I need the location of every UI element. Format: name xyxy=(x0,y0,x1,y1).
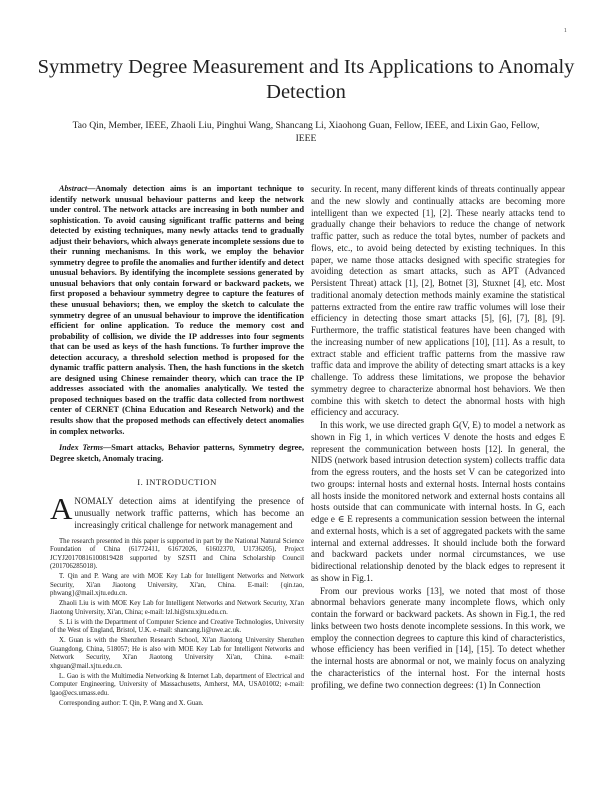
footnote-liu: Zhaoli Liu is with MOE Key Lab for Intelligent Networks and Network Security, Xi'an Jiaotong University, Xi'an, China; e-mail: lzl.hi@stu.xjtu.edu.cn. xyxy=(50,600,304,616)
body-paragraph: security. In recent, many different kinds of threats continually appear and the new slowly and continually attacks are becoming more intelligent than we expected [1], [2]. These nearly attacks tend to gradually change their behaviors to reduce the change of network traffic patter, such as reduce the total bytes, number of packets and flows, etc., to avoid being detected by existing techniques. In this paper, we name those attacks designed with specific strategies for avoiding detection as smart attacks, such as APT (Advanced Persistent Threat) attack [1], [2], Botnet [3], Stuxnet [4], etc. Most traditional anomaly detection methods mainly examine the statistical patterns extracted from the entire raw traffic volumes will lose their efficiency in detecting those smart attacks [5], [6], [7], [8], [9]. Furthermore, the traffic statistical features have been changed with the increasing number of new applications [10], [11]. As a result, to extract stable and efficient traffic patterns from the massive raw traffic data and improve the ability of detecting smart attacks is a key challenge. To address these limitations, we propose the behavior symmetry degree to characterize abnormal host behaviors. We then combine this with sketch to detect the abnormal hosts with high efficiency and accuracy. xyxy=(311,184,565,418)
left-column xyxy=(50,184,304,710)
footnote-funding: The research presented in this paper is supported in part by the National Natural Science Foundation of China (61772411, 61672026, 61602370, U1736205), Project JCYJ20170816100819428 supported by SZSTI and China Scholarship Council (201706285018). xyxy=(50,537,304,571)
page-number: 1 xyxy=(563,27,567,34)
abstract-label: Abstract xyxy=(59,184,88,193)
index-terms xyxy=(50,443,304,464)
intro-paragraph xyxy=(50,491,304,531)
index-terms-text: —Smart attacks, Behavior patterns, Symmetry degree, Degree sketch, Anomaly tracing. xyxy=(50,443,304,463)
footnote-qin-wang: T. Qin and P. Wang are with MOE Key Lab for Intelligent Networks and Network Security, Xi'an Jiaotong University, Xi'an, China. E-mail: {qin.tao, phwang}@mail.xjtu.edu.cn. xyxy=(50,573,304,598)
footnote-li: S. Li is with the Department of Computer Science and Creative Technologies, University of the West of England, Bristol, U.K. e-mail: shancang.li@uwe.ac.uk. xyxy=(50,618,304,635)
right-column xyxy=(311,184,565,691)
drop-cap: A xyxy=(50,491,73,527)
footnote-gao: L. Gao is with the Multimedia Networking & Internet Lab, department of Electrical and Computer Engineering, University of Massachusetts, Amherst, MA, USA01002; e-mail: lgao@ecs.umass.edu. xyxy=(50,672,304,697)
body-paragraph: In this work, we use directed graph G(V, E) to model a network as shown in Fig 1, in which vertices V denote the hosts and edges E represent the communication between hosts [12]. In general, the NIDS (network based intrusion detection system) collects traffic data from the egress routers, and the hosts set V can be categorized into two groups: internal hosts and external hosts. Internal hosts contains all hosts inside the monitored network and external hosts contains all hosts outside that can communicate with internal hosts. In G, each edge e ∈ E represents a communication session between the internal and external hosts, which is a set of aggregated packets with the same internal and external addresses. It should include both the forward and backward packets under normal circumstances, we use bidirectional relationship denoted by the black edges to represent it as show in Fig.1. xyxy=(311,420,565,583)
paper-title: Symmetry Degree Measurement and Its Applications to Anomaly Detection xyxy=(37,56,575,103)
body-paragraph: From our previous works [13], we noted that most of those abnormal behaviors generate many incomplete flows, which only contain the forward or backward packets. As shown in Fig.1, the red links between two hosts denote incomplete sessions. In this work, we employ the connection degrees to capture this kind of characteristics, whose efficiency has been verified in [14], [15]. To detect whether the internal hosts are abnormal or not, we mainly focus on analyzing the characteristics of the internal host. For the internal hosts profiling, we define two connection degrees: (1) In Connection xyxy=(311,585,565,690)
index-terms-label: Index Terms xyxy=(59,443,104,453)
abstract-text: —Anomaly detection aims is an important technique to identify network unusual behaviour patterns and keep the network under control. The network attacks are increasing in both number and sophistication. To avoid causing significant traffic patterns and being detected by existing techniques, many newly attacks tend to gradually adjust their behaviors, which always generate incomplete sessions due to their running mechanisms. In this work, we employ the behavior symmetry degree to profile the anomalies and further identify and detect unusual behaviors. By identifying the incomplete sessions generated by unusual behaviors that only contain forward or backward packets, we first proposed a behaviour symmetry degree to capture the features of these unusual behaviors; then, we employ the sketch to calculate the symmetry degree of an unusual behaviour to improve the identification efficient for online application. To reduce the memory cost and probability of collision, we divide the IP addresses into four segments that can be used as keys of the hash functions. To further improve the detection accuracy, a threshold selection method is proposed for the dynamic traffic pattern analysis. Then, the hash functions in the sketch are designed using Chinese remainder theory, which can trace the IP addresses associated with the anomalies analytically. We tested the proposed techniques based on the traffic data collected from northwest center of CERNET (China Education and Research Network) and the results show that the proposed methods can effectively detect anomalies in complex networks. xyxy=(50,184,304,436)
footnote-guan: X. Guan is with the Shenzhen Research School, Xi'an Jiaotong University Shenzhen Guangdong, China, 518057; He is also with MOE Key Lab for Intelligent Networks and Network Security, Xi'an Jiaotong University Xi'an, China. e-mail: xhguan@mail.xjtu.edu.cn. xyxy=(50,637,304,670)
footnotes xyxy=(50,538,304,709)
intro-lead: NOMALY xyxy=(74,496,114,507)
abstract xyxy=(50,184,304,437)
intro-text: detection aims at identifying the presence of unusually network traffic patterns, which has become an increasingly critical challenge for network management and xyxy=(74,496,304,530)
section-heading: I. INTRODUCTION xyxy=(137,477,217,488)
author-list: Tao Qin, Member, IEEE, Zhaoli Liu, Pinghui Wang, Shancang Li, Xiaohong Guan, Fellow, IEEE, and Lixin Gao, Fellow, IEEE xyxy=(72,120,540,144)
footnote-corresponding: Corresponding author: T. Qin, P. Wang and X. Guan. xyxy=(59,699,204,707)
